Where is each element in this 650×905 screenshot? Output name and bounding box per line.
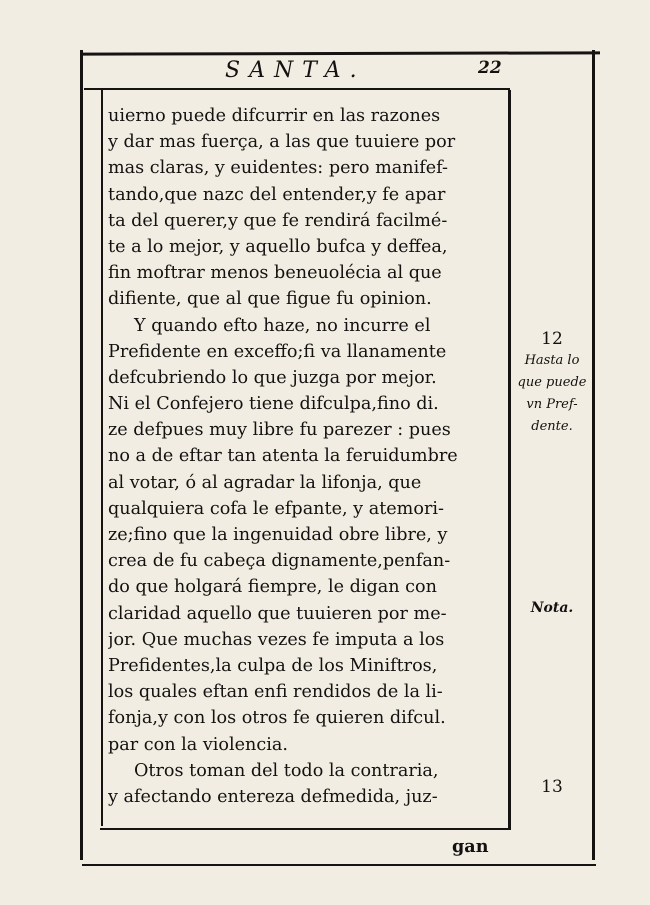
text-line: claridad aquello que tuuieren por me- — [108, 603, 447, 624]
marginal-note — [514, 350, 590, 438]
text-line: Prefidentes,la culpa de los Miniftros, — [108, 655, 438, 676]
text-line: tando,que nazc del entender,y fe apar — [108, 184, 446, 205]
text-line: al votar, ó al agradar la lifonja, que — [108, 472, 422, 493]
page-number: 22 — [478, 58, 502, 78]
text-line: y dar mas fuerça, a las que tuuiere por — [108, 132, 456, 153]
text-line: defcubriendo lo que juzga por mejor. — [108, 367, 437, 388]
text-line: fin moftrar menos beneuolécia al que — [108, 263, 442, 284]
frame-rule-head — [84, 88, 510, 90]
text-line: uierno puede difcurrir en las razones — [108, 106, 441, 126]
text-line: y afectando entereza defmedida, juz- — [108, 786, 438, 807]
frame-rule-right — [592, 50, 595, 860]
text-line: ze defpues muy libre fu parezer : pues — [108, 420, 451, 441]
text-line: do que holgará fiempre, le digan con — [108, 577, 437, 598]
text-line: mas claras, y euidentes: pero manifef- — [108, 158, 448, 179]
text-line: Y quando efto haze, no incurre el — [134, 315, 431, 336]
marginal-note-line: que puede — [517, 375, 587, 390]
frame-rule-inner — [101, 90, 103, 826]
marginal-number-13: 13 — [541, 777, 563, 797]
text-line: ze;fino que la ingenuidad obre libre, y — [108, 525, 448, 545]
marginal-note-line: Hasta lo — [524, 353, 580, 368]
text-line: ta del querer,y que fe rendirá facilmé- — [108, 210, 448, 231]
frame-rule-bottom — [100, 828, 510, 830]
running-head — [0, 58, 650, 86]
marginal-note-line: vn Pref- — [526, 397, 578, 412]
text-line: no a de eftar tan atenta la feruidumbre — [108, 446, 458, 467]
text-line: Prefidente en exceffo;fi va llanamente — [108, 341, 447, 362]
frame-rule-left — [80, 50, 83, 860]
text-line: jor. Que muchas vezes fe imputa a los — [108, 629, 445, 650]
text-line: Otros toman del todo la contraria, — [134, 760, 439, 781]
frame-rule-margin-divider — [508, 90, 511, 830]
body-text — [108, 103, 508, 810]
text-line: qualquiera cofa le efpante, y atemori- — [108, 498, 444, 519]
text-line: te a lo mejor, y aquello bufca y deffea, — [108, 236, 448, 257]
text-line: fonja,y con los otros fe quieren difcul. — [108, 708, 446, 729]
text-line: Ni el Confejero tiene difculpa,fino di. — [108, 394, 439, 415]
text-line: par con la violencia. — [108, 734, 288, 755]
frame-rule-outer-bottom — [82, 864, 596, 866]
catchword: gan — [452, 836, 489, 857]
running-title: SANTA. — [225, 58, 366, 83]
marginal-number-12: 12 — [541, 329, 563, 349]
marginal-note-line: dente. — [531, 419, 573, 434]
frame-rule-top — [82, 51, 600, 55]
marginal-nota: Nota. — [530, 600, 574, 616]
text-line: difiente, que al que figue fu opinion. — [108, 289, 432, 310]
text-line: crea de fu cabeça dignamente,penfan- — [108, 551, 451, 572]
text-line: los quales eftan enfi rendidos de la li- — [108, 682, 443, 703]
